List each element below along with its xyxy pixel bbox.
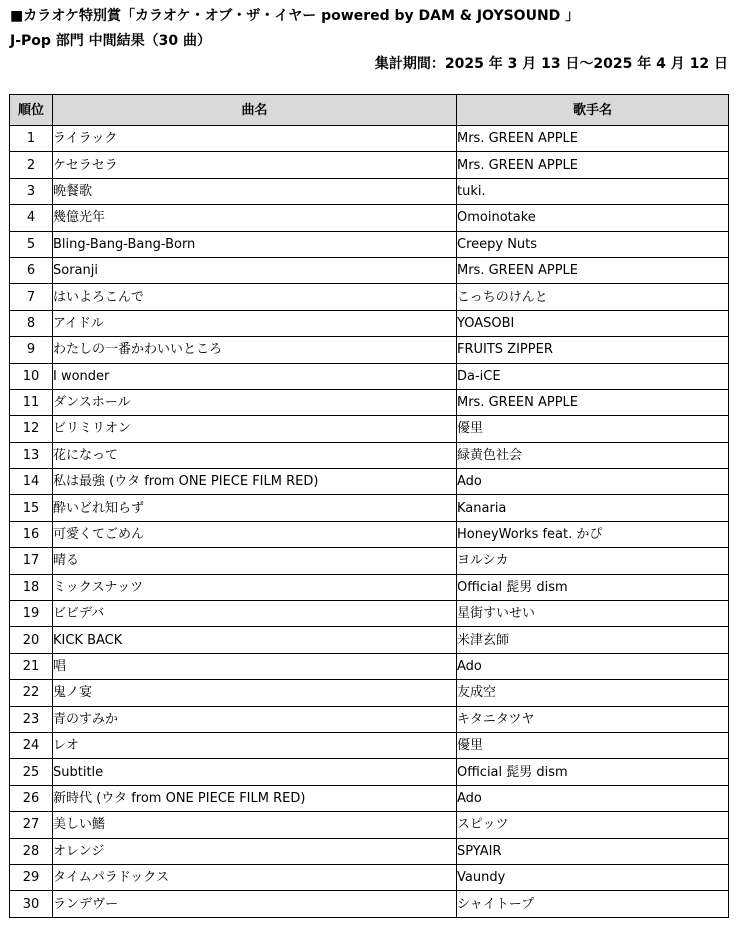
header-artist: 歌手名 xyxy=(457,95,729,126)
table-row xyxy=(10,891,729,917)
table-row xyxy=(10,601,729,627)
table-row xyxy=(10,706,729,732)
song-title-cell: 私は最強 (ウタ from ONE PIECE FILM RED) xyxy=(53,469,457,495)
table-row xyxy=(10,759,729,785)
rank-cell: 24 xyxy=(10,732,53,758)
ranking-table-body xyxy=(10,126,729,918)
rank-cell: 18 xyxy=(10,574,53,600)
table-row xyxy=(10,469,729,495)
aggregation-period: 集計期間：2025 年 3 月 13 日～2025 年 4 月 12 日 xyxy=(374,56,728,72)
header-rank: 順位 xyxy=(10,95,53,126)
table-row xyxy=(10,680,729,706)
table-row xyxy=(10,416,729,442)
artist-name-cell: Creepy Nuts xyxy=(457,231,729,257)
table-row xyxy=(10,442,729,468)
table-row xyxy=(10,231,729,257)
rank-cell: 7 xyxy=(10,284,53,310)
song-title-cell: ランデヴー xyxy=(53,891,457,917)
song-title-cell: ビビデバ xyxy=(53,601,457,627)
rank-cell: 16 xyxy=(10,521,53,547)
song-title-cell: 晴る xyxy=(53,548,457,574)
artist-name-cell: Vaundy xyxy=(457,864,729,890)
song-title-cell: わたしの一番かわいいところ xyxy=(53,337,457,363)
song-title-cell: オレンジ xyxy=(53,838,457,864)
artist-name-cell: 優里 xyxy=(457,416,729,442)
table-row xyxy=(10,864,729,890)
rank-cell: 5 xyxy=(10,231,53,257)
rank-cell: 8 xyxy=(10,310,53,336)
artist-name-cell: ヨルシカ xyxy=(457,548,729,574)
table-row xyxy=(10,310,729,336)
category-subtitle: J-Pop 部門 中間結果（30 曲） xyxy=(10,33,212,49)
rank-cell: 26 xyxy=(10,785,53,811)
artist-name-cell: Omoinotake xyxy=(457,205,729,231)
table-row xyxy=(10,732,729,758)
rank-cell: 2 xyxy=(10,152,53,178)
table-row xyxy=(10,627,729,653)
rank-cell: 12 xyxy=(10,416,53,442)
rank-cell: 25 xyxy=(10,759,53,785)
song-title-cell: レオ xyxy=(53,732,457,758)
artist-name-cell: Official 髭男 dism xyxy=(457,574,729,600)
rank-cell: 27 xyxy=(10,812,53,838)
table-header-row xyxy=(10,95,729,126)
rank-cell: 15 xyxy=(10,495,53,521)
song-title-cell: I wonder xyxy=(53,363,457,389)
song-title-cell: 鬼ノ宴 xyxy=(53,680,457,706)
song-title-cell: ライラック xyxy=(53,126,457,152)
table-row xyxy=(10,389,729,415)
song-title-cell: Soranji xyxy=(53,257,457,283)
rank-cell: 19 xyxy=(10,601,53,627)
rank-cell: 11 xyxy=(10,389,53,415)
rank-cell: 9 xyxy=(10,337,53,363)
rank-cell: 21 xyxy=(10,653,53,679)
artist-name-cell: Mrs. GREEN APPLE xyxy=(457,389,729,415)
table-row xyxy=(10,257,729,283)
artist-name-cell: Kanaria xyxy=(457,495,729,521)
artist-name-cell: こっちのけんと xyxy=(457,284,729,310)
table-row xyxy=(10,178,729,204)
rank-cell: 13 xyxy=(10,442,53,468)
artist-name-cell: キタニタツヤ xyxy=(457,706,729,732)
table-row xyxy=(10,337,729,363)
song-title-cell: タイムパラドックス xyxy=(53,864,457,890)
table-row xyxy=(10,126,729,152)
song-title-cell: アイドル xyxy=(53,310,457,336)
table-row xyxy=(10,205,729,231)
rank-cell: 1 xyxy=(10,126,53,152)
table-row xyxy=(10,574,729,600)
rank-cell: 22 xyxy=(10,680,53,706)
rank-cell: 4 xyxy=(10,205,53,231)
rank-cell: 29 xyxy=(10,864,53,890)
artist-name-cell: Mrs. GREEN APPLE xyxy=(457,126,729,152)
table-row xyxy=(10,785,729,811)
rank-cell: 23 xyxy=(10,706,53,732)
rank-cell: 20 xyxy=(10,627,53,653)
song-title-cell: 新時代 (ウタ from ONE PIECE FILM RED) xyxy=(53,785,457,811)
table-row xyxy=(10,495,729,521)
rank-cell: 6 xyxy=(10,257,53,283)
artist-name-cell: 優里 xyxy=(457,732,729,758)
song-title-cell: 花になって xyxy=(53,442,457,468)
song-title-cell: 幾億光年 xyxy=(53,205,457,231)
artist-name-cell: Official 髭男 dism xyxy=(457,759,729,785)
song-title-cell: ケセラセラ xyxy=(53,152,457,178)
table-row xyxy=(10,548,729,574)
artist-name-cell: SPYAIR xyxy=(457,838,729,864)
song-title-cell: 晩餐歌 xyxy=(53,178,457,204)
table-row xyxy=(10,363,729,389)
rank-cell: 10 xyxy=(10,363,53,389)
rank-cell: 17 xyxy=(10,548,53,574)
song-title-cell: 酔いどれ知らず xyxy=(53,495,457,521)
rank-cell: 3 xyxy=(10,178,53,204)
artist-name-cell: HoneyWorks feat. かぴ xyxy=(457,521,729,547)
header-song: 曲名 xyxy=(53,95,457,126)
song-title-cell: Subtitle xyxy=(53,759,457,785)
table-row xyxy=(10,521,729,547)
song-title-cell: 青のすみか xyxy=(53,706,457,732)
artist-name-cell: Mrs. GREEN APPLE xyxy=(457,257,729,283)
artist-name-cell: FRUITS ZIPPER xyxy=(457,337,729,363)
rank-cell: 30 xyxy=(10,891,53,917)
artist-name-cell: 星街すいせい xyxy=(457,601,729,627)
table-row xyxy=(10,152,729,178)
song-title-cell: 美しい鰭 xyxy=(53,812,457,838)
artist-name-cell: Ado xyxy=(457,653,729,679)
artist-name-cell: 米津玄師 xyxy=(457,627,729,653)
artist-name-cell: シャイトープ xyxy=(457,891,729,917)
song-title-cell: はいよろこんで xyxy=(53,284,457,310)
rank-cell: 14 xyxy=(10,469,53,495)
artist-name-cell: 友成空 xyxy=(457,680,729,706)
table-row xyxy=(10,653,729,679)
artist-name-cell: Mrs. GREEN APPLE xyxy=(457,152,729,178)
ranking-table xyxy=(9,94,729,918)
song-title-cell: ダンスホール xyxy=(53,389,457,415)
award-title: ■カラオケ特別賞「カラオケ・オブ・ザ・イヤー powered by DAM & JOYSOUND 」 xyxy=(10,8,580,24)
artist-name-cell: スピッツ xyxy=(457,812,729,838)
table-row xyxy=(10,812,729,838)
artist-name-cell: tuki. xyxy=(457,178,729,204)
song-title-cell: ビリミリオン xyxy=(53,416,457,442)
song-title-cell: 可愛くてごめん xyxy=(53,521,457,547)
artist-name-cell: Ado xyxy=(457,469,729,495)
song-title-cell: 唱 xyxy=(53,653,457,679)
song-title-cell: ミックスナッツ xyxy=(53,574,457,600)
rank-cell: 28 xyxy=(10,838,53,864)
artist-name-cell: 緑黄色社会 xyxy=(457,442,729,468)
artist-name-cell: Ado xyxy=(457,785,729,811)
song-title-cell: Bling-Bang-Bang-Born xyxy=(53,231,457,257)
artist-name-cell: YOASOBI xyxy=(457,310,729,336)
song-title-cell: KICK BACK xyxy=(53,627,457,653)
artist-name-cell: Da-iCE xyxy=(457,363,729,389)
table-row xyxy=(10,284,729,310)
table-row xyxy=(10,838,729,864)
